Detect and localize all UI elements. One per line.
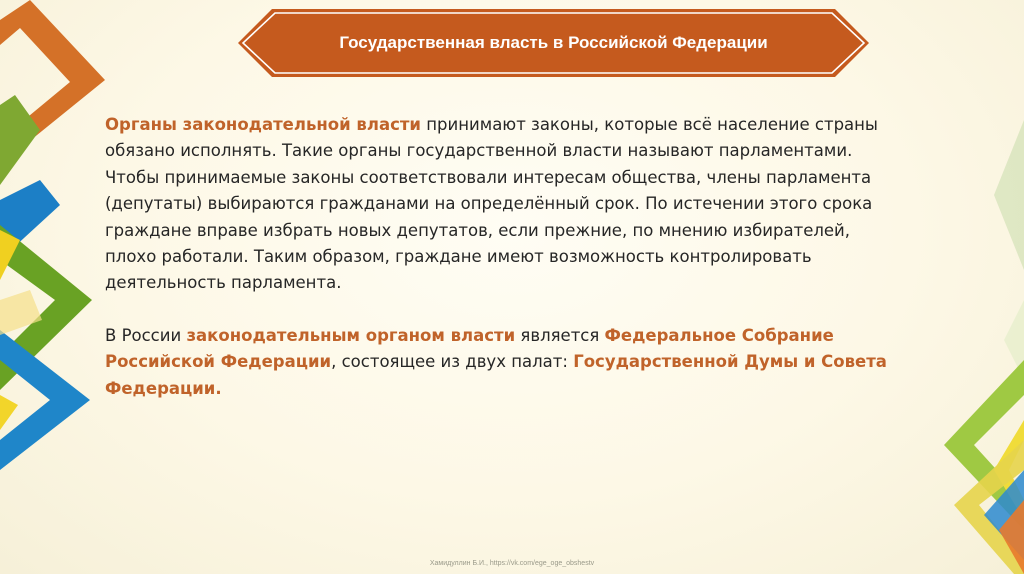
text-part: является	[515, 325, 605, 345]
right-ribbon-decoration	[904, 0, 1024, 574]
footer-credit: Хамидуллин Б.И., https://vk.com/ege_oge_obshestv	[429, 560, 595, 567]
title-banner	[237, 8, 870, 78]
term-legislative-bodies: Органы законодательной власти	[105, 115, 421, 134]
slide-content	[105, 112, 905, 402]
paragraph-federal-assembly	[105, 323, 905, 402]
paragraph-legislative-bodies	[105, 112, 905, 297]
left-ribbon-decoration	[0, 0, 120, 574]
text-part: В России	[105, 325, 187, 345]
term-legislative-organ: законодательным органом власти	[186, 325, 516, 345]
term-federal-assembly: Федеральное Собрание Российской Федерации	[105, 325, 834, 372]
paragraph-text: принимают законы, которые всё население страны обязано исполнять. Такие органы государственной власти называют парламентами. Чтобы принимаемые законы соответствовали интересам общества, члены парламента (депутаты) выбираются гражданами на определённый срок. По истечении этого срока граждане вправе избрать новых депутатов, если прежние, по мнению избирателей, плохо работали. Таким образом, граждане имеют возможность контролировать деятельность парламента.	[105, 115, 878, 293]
term-duma-and-council: Государственной Думы и Совета Федерации.	[105, 352, 887, 398]
page-title: Государственная власть в Российской Федерации	[339, 33, 768, 52]
text-part: , состоящее из двух палат:	[331, 352, 574, 372]
